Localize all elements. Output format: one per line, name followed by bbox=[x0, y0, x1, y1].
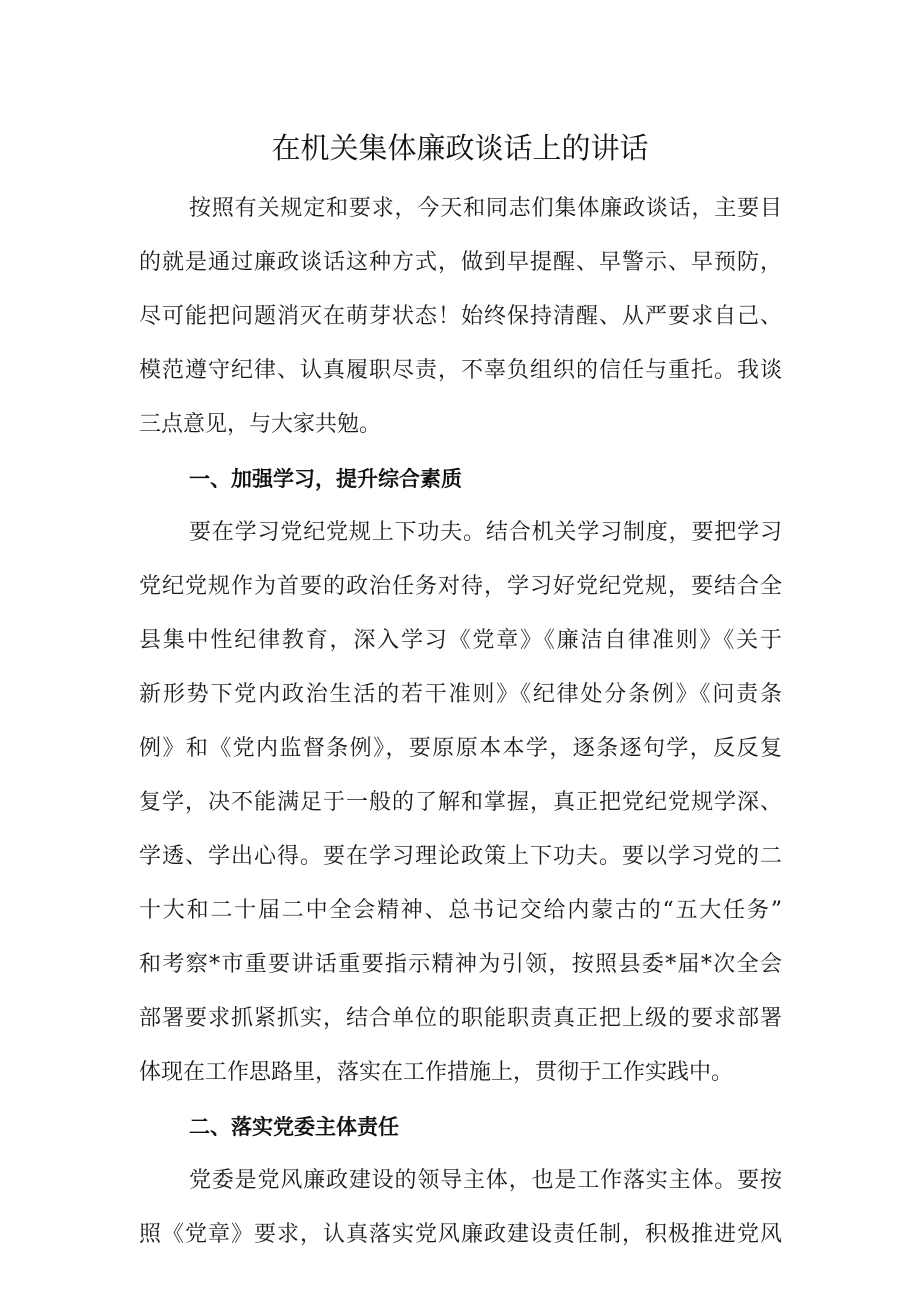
paragraph-line: 党委是党风廉政建设的领导主体，也是工作落实主体。要按 bbox=[189, 1168, 782, 1193]
paragraph-line: 学透、学出心得。要在学习理论政策上下功夫。要以学习党的二 bbox=[139, 844, 782, 869]
section-heading-1: 一、加强学习，提升综合素质 bbox=[189, 467, 462, 491]
paragraph-line: 部署要求抓紧抓实，结合单位的职能职责真正把上级的要求部署 bbox=[139, 1006, 782, 1031]
paragraph-line: 模范遵守纪律、认真履职尽责，不辜负组织的信任与重托。我谈 bbox=[139, 358, 782, 383]
paragraph-line: 新形势下党内政治生活的若干准则》《纪律处分条例》《问责条 bbox=[139, 682, 782, 707]
paragraph-line: 照《党章》要求，认真落实党风廉政建设责任制，积极推进党风 bbox=[139, 1222, 782, 1247]
paragraph-line: 按照有关规定和要求，今天和同志们集体廉政谈话，主要目 bbox=[189, 196, 782, 221]
document-title: 在机关集体廉政谈话上的讲话 bbox=[271, 131, 649, 165]
paragraph-line: 尽可能把问题消灭在萌芽状态！始终保持清醒、从严要求自己、 bbox=[139, 304, 782, 329]
paragraph-line: 的就是通过廉政谈话这种方式，做到早提醒、早警示、早预防， bbox=[139, 250, 782, 275]
paragraph-line: 要在学习党纪党规上下功夫。结合机关学习制度，要把学习 bbox=[189, 520, 782, 545]
paragraph-line: 例》和《党内监督条例》，要原原本本学，逐条逐句学，反反复 bbox=[139, 736, 782, 761]
paragraph-line: 三点意见，与大家共勉。 bbox=[139, 412, 382, 437]
paragraph-line: 复学，决不能满足于一般的了解和掌握，真正把党纪党规学深、 bbox=[139, 790, 782, 815]
section-heading-2: 二、落实党委主体责任 bbox=[189, 1115, 399, 1139]
paragraph-line: 党纪党规作为首要的政治任务对待，学习好党纪党规，要结合全 bbox=[139, 574, 782, 599]
paragraph-line: 县集中性纪律教育，深入学习《党章》《廉洁自律准则》《关于 bbox=[139, 628, 782, 653]
paragraph-line: 和考察*市重要讲话重要指示精神为引领，按照县委*届*次全会 bbox=[139, 952, 782, 977]
paragraph-line: 十大和二十届二中全会精神、总书记交给内蒙古的“五大任务” bbox=[139, 898, 782, 923]
paragraph-line: 体现在工作思路里，落实在工作措施上，贯彻于工作实践中。 bbox=[139, 1060, 734, 1085]
